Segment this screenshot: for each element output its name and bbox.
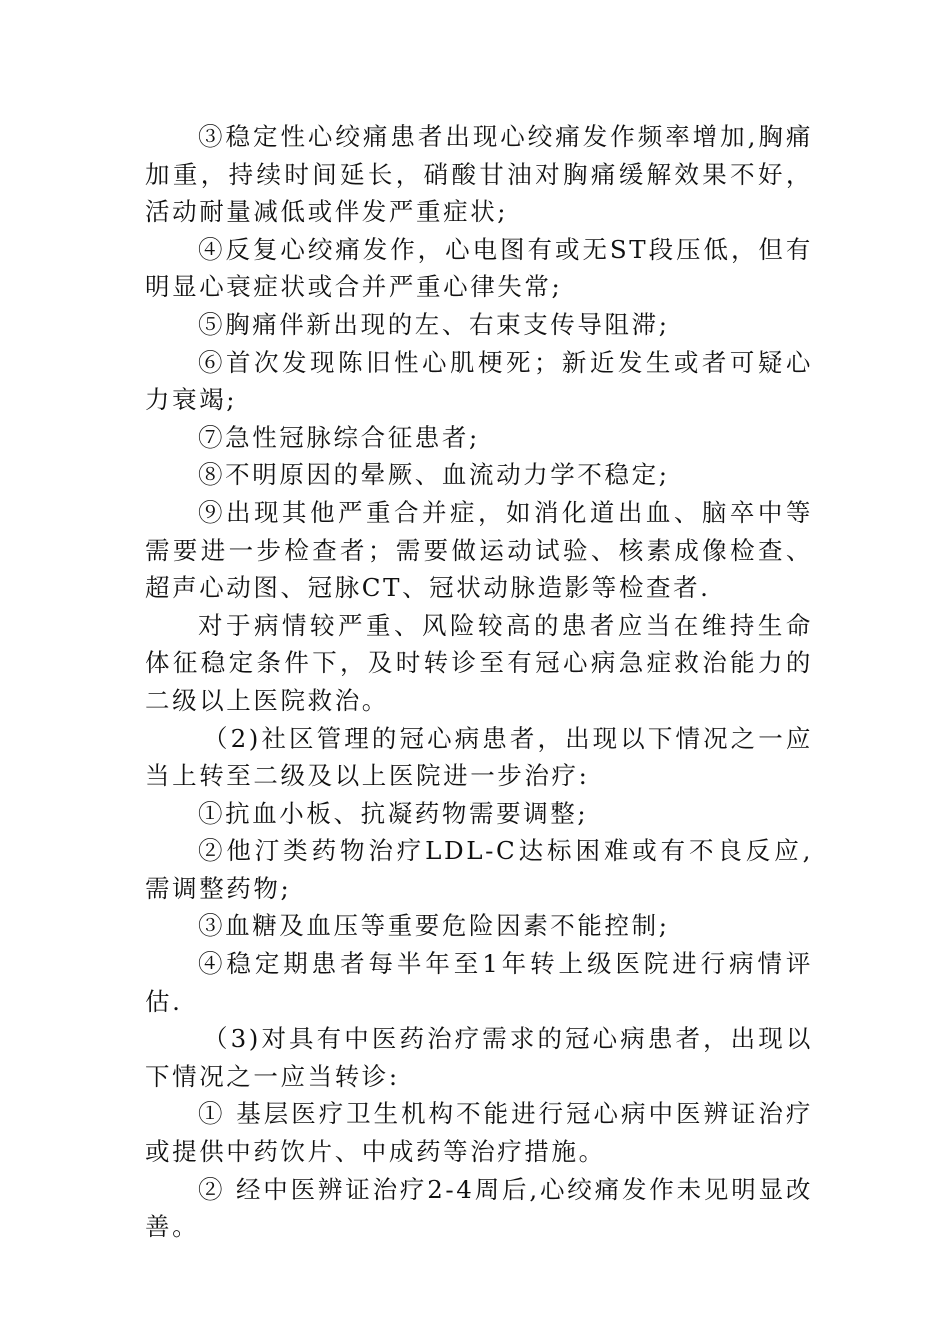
paragraph-item-3-stable-angina: ③稳定性心绞痛患者出现心绞痛发作频率增加,胸痛加重，持续时间延长，硝酸甘油对胸痛缓解效果不好，活动耐量减低或伴发严重症状; bbox=[145, 122, 813, 227]
section-heading-2-community-management: （2)社区管理的冠心病患者，出现以下情况之一应当上转至二级及以上医院进一步治疗: bbox=[145, 723, 813, 791]
section-heading-3-tcm: （3)对具有中医药治疗需求的冠心病患者，出现以下情况之一应当转诊: bbox=[145, 1024, 813, 1091]
paragraph-item-4-evaluation: ④稳定期患者每半年至1年转上级医院进行病情评估. bbox=[145, 949, 813, 1016]
paragraph-item-5-bundle-branch-block: ⑤胸痛伴新出现的左、右束支传导阻滞; bbox=[198, 309, 670, 339]
document-body bbox=[145, 118, 813, 1246]
paragraph-item-8-syncope: ⑧不明原因的晕厥、血流动力学不稳定; bbox=[198, 460, 670, 490]
paragraph-severe-patients: 对于病情较严重、风险较高的患者应当在维持生命体征稳定条件下，及时转诊至有冠心病急症救治能力的二级以上医院救治。 bbox=[145, 610, 813, 715]
paragraph-tcm-item-1: ① 基层医疗卫生机构不能进行冠心病中医辨证治疗或提供中药饮片、中成药等治疗措施。 bbox=[145, 1099, 813, 1167]
paragraph-tcm-item-2: ② 经中医辨证治疗2-4周后,心绞痛发作未见明显改善。 bbox=[145, 1174, 813, 1242]
paragraph-item-3-risk-factors: ③血糖及血压等重要危险因素不能控制; bbox=[198, 911, 670, 941]
paragraph-item-4-recurrent-angina: ④反复心绞痛发作，心电图有或无ST段压低，但有明显心衰症状或合并严重心律失常; bbox=[145, 234, 813, 302]
paragraph-item-1-antiplatelet: ①抗血小板、抗凝药物需要调整; bbox=[198, 798, 589, 828]
paragraph-item-7-acs: ⑦急性冠脉综合征患者; bbox=[198, 422, 480, 452]
paragraph-item-9-complications: ⑨出现其他严重合并症，如消化道出血、脑卒中等需要进一步检查者；需要做运动试验、核素成像检查、超声心动图、冠脉CT、冠状动脉造影等检查者. bbox=[145, 497, 813, 603]
paragraph-item-2-statin: ②他汀类药物治疗LDL-C达标困难或有不良反应,需调整药物; bbox=[145, 836, 813, 903]
paragraph-item-6-old-infarction: ⑥首次发现陈旧性心肌梗死；新近发生或者可疑心力衰竭; bbox=[145, 347, 813, 415]
